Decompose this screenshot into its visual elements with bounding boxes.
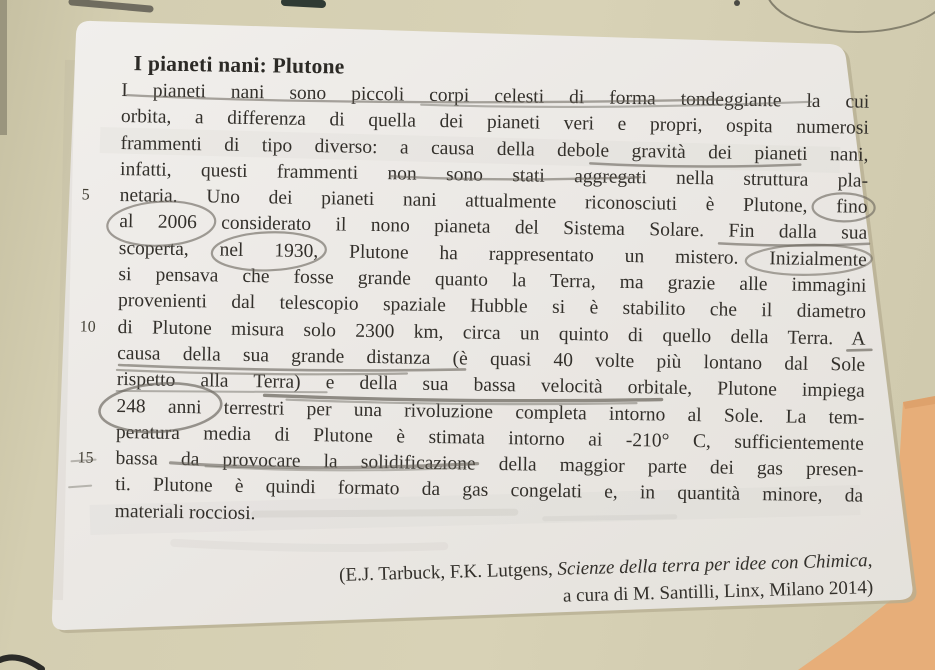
pencil-smudge-top-left [72, 2, 150, 9]
citation-book-title: Scienze della terra per idee con Chimica [557, 550, 868, 580]
line-text: frammenti di tipo diverso: a causa della debole gravità dei pianeti nani, [120, 132, 869, 166]
line-text: orbita, a differenza di quella dei pianeti veri e propri, ospita numerosi [120, 106, 870, 140]
line-text: di Plutone misura solo 2300 km, circa un quinto di quello della Terra. A [117, 316, 866, 350]
citation-authors: (E.J. Tarbuck, F.K. Lutgens, [338, 558, 558, 586]
line-text: netaria. Uno dei pianeti nani attualmente riconosciuti è Plutone, fino [119, 185, 868, 218]
line-text: provenienti dal telescopio spaziale Hubble si è stabilito che il diametro [117, 290, 867, 324]
line-text: bassa da provocare la solidificazione della maggior parte dei gas presen- [115, 448, 864, 481]
line-text: 248 anni terrestri per una rivoluzione completa intorno al Sole. La tem- [116, 395, 865, 429]
desk-edge-shadow [0, 0, 7, 135]
article-text [77, 50, 870, 537]
citation-comma: , [867, 549, 873, 572]
line-text: I pianeti nani sono piccoli corpi celesti di forma tondeggiante la cui [121, 79, 870, 113]
line-text: infatti, questi frammenti non sono stati aggregati nella struttura pla- [119, 158, 869, 192]
citation-line-2: a cura di M. Santilli, Linx, Milano 2014) [562, 576, 874, 607]
line-text: scoperta, nel 1930, Plutone ha rappresentato un mistero. Inizialmente [118, 237, 867, 271]
line-number-15: 15 [77, 449, 94, 467]
dark-mark-top-center [285, 2, 322, 4]
line-text: causa della sua grande distanza (è quasi 40 volte più lontano dal Sole [117, 342, 866, 376]
pencil-dot-top [734, 0, 740, 6]
line-text: si pensava che fosse grande quanto la Terra, ma grazie alle immagini [118, 264, 867, 297]
line-text: al 2006 considerato il nono pianeta del Sistema Solare. Fin dalla sua [119, 211, 868, 245]
line-number-10: 10 [79, 318, 96, 336]
line-text: peratura media di Plutone è stimata intorno ai -210° C, sufficientemente [115, 421, 865, 455]
line-text: ti. Plutone è quindi formato da gas congelati e, in quantità minore, da [115, 474, 864, 508]
dark-mark-bottom-left [0, 657, 42, 669]
pencil-ellipse-background [766, 0, 935, 32]
line-text: materiali rocciosi. [114, 500, 256, 524]
line-number-5: 5 [81, 186, 90, 204]
article-title: I pianeti nani: Plutone [133, 51, 345, 79]
line-text: rispetto alla Terra) e della sua bassa velocità orbitale, Plutone impiega [116, 369, 865, 402]
